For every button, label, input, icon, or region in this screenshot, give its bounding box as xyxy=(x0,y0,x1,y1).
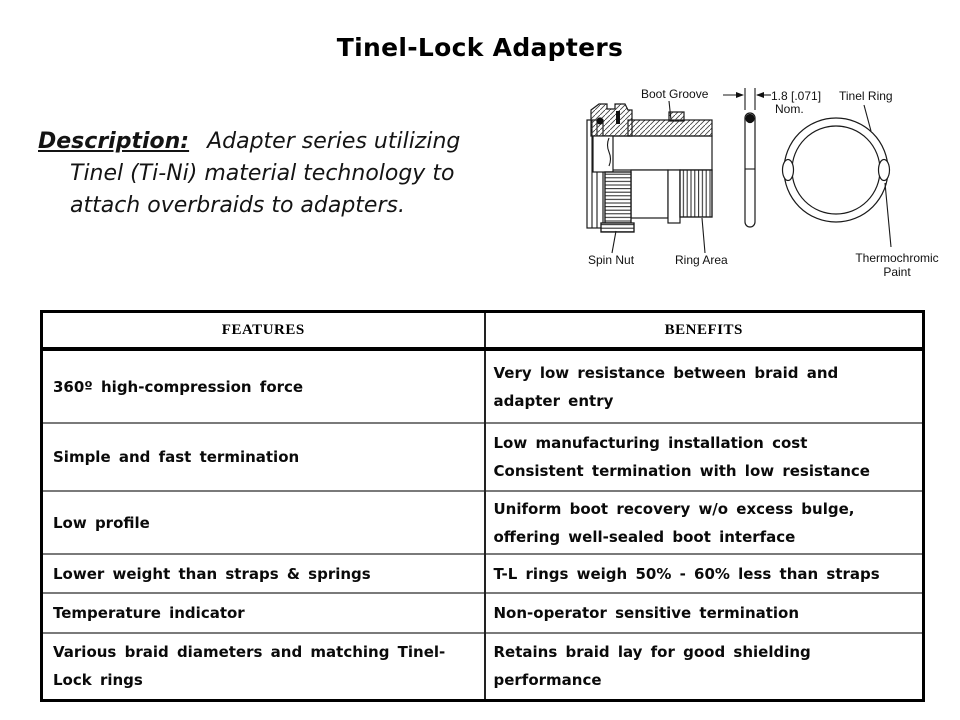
table-header-row xyxy=(42,312,924,350)
table-row xyxy=(42,349,924,423)
feature-text: Lower weight than straps & springs xyxy=(53,564,371,583)
dimension-arrow-left-icon xyxy=(756,92,764,98)
benefit-cell xyxy=(485,349,924,423)
benefit-text: T-L rings weigh 50% - 60% less than straps xyxy=(493,564,880,583)
benefits-header: BENEFITS xyxy=(485,312,924,350)
description-text-2: Tinel (Ti-Ni) material technology to xyxy=(70,161,455,186)
benefit-text: Retains braid lay for good shielding xyxy=(493,643,811,662)
benefit-text: performance xyxy=(493,671,602,690)
feature-cell xyxy=(42,349,485,423)
tinel-ring-label: Tinel Ring xyxy=(839,89,893,103)
table-row xyxy=(42,633,924,700)
benefit-cell xyxy=(485,423,924,491)
dimension-nom-label: Nom. xyxy=(775,102,804,116)
table-row xyxy=(42,491,924,554)
feature-text: Lock rings xyxy=(53,671,143,690)
feature-cell xyxy=(42,554,485,593)
feature-text: 360º high-compression force xyxy=(53,377,304,396)
description-label: Description: xyxy=(38,129,190,154)
table-row xyxy=(42,554,924,593)
feature-text: Low profile xyxy=(53,513,150,532)
description-line-1 xyxy=(38,126,548,158)
benefit-cell xyxy=(485,593,924,633)
adapter-diagram xyxy=(565,80,960,280)
benefit-cell xyxy=(485,554,924,593)
page-title: Tinel-Lock Adapters xyxy=(336,32,624,62)
benefit-text: Uniform boot recovery w/o excess bulge, xyxy=(493,499,855,518)
connector-drawing xyxy=(587,104,712,232)
benefit-text: offering well-sealed boot interface xyxy=(493,527,796,546)
benefit-text: Non-operator sensitive termination xyxy=(493,604,800,622)
ring-area-label: Ring Area xyxy=(675,253,728,267)
benefit-text: Low manufacturing installation cost xyxy=(493,434,808,452)
description-text-3: attach overbraids to adapters. xyxy=(70,193,405,218)
description-text-1: Adapter series utilizing xyxy=(207,129,461,154)
thermochromic-paint-label-line2: Paint xyxy=(883,265,911,279)
description-block xyxy=(38,126,548,222)
thermochromic-paint-label-line1: Thermochromic xyxy=(855,251,939,265)
features-header: FEATURES xyxy=(42,312,485,350)
boot-groove-label: Boot Groove xyxy=(641,87,709,101)
feature-cell xyxy=(42,593,485,633)
dimension-arrow-right-icon xyxy=(736,92,744,98)
benefit-text: Consistent termination with low resistance xyxy=(493,462,870,480)
spin-nut-label: Spin Nut xyxy=(588,253,635,267)
ring-side-view xyxy=(723,88,771,227)
benefit-cell xyxy=(485,491,924,554)
dimension-label: 1.8 [.071] xyxy=(771,89,822,103)
feature-cell xyxy=(42,423,485,491)
table-row xyxy=(42,593,924,633)
feature-text: Simple and fast termination xyxy=(53,448,300,466)
ring-front-view xyxy=(783,118,890,222)
table-row xyxy=(42,423,924,491)
feature-text: Various braid diameters and matching Tinel- xyxy=(53,643,446,662)
feature-cell xyxy=(42,491,485,554)
features-benefits-table xyxy=(40,310,925,702)
benefit-cell xyxy=(485,633,924,700)
feature-text: Temperature indicator xyxy=(53,604,245,622)
benefit-text: Very low resistance between braid and xyxy=(493,363,839,382)
feature-cell xyxy=(42,633,485,700)
benefit-text: adapter entry xyxy=(493,391,614,410)
